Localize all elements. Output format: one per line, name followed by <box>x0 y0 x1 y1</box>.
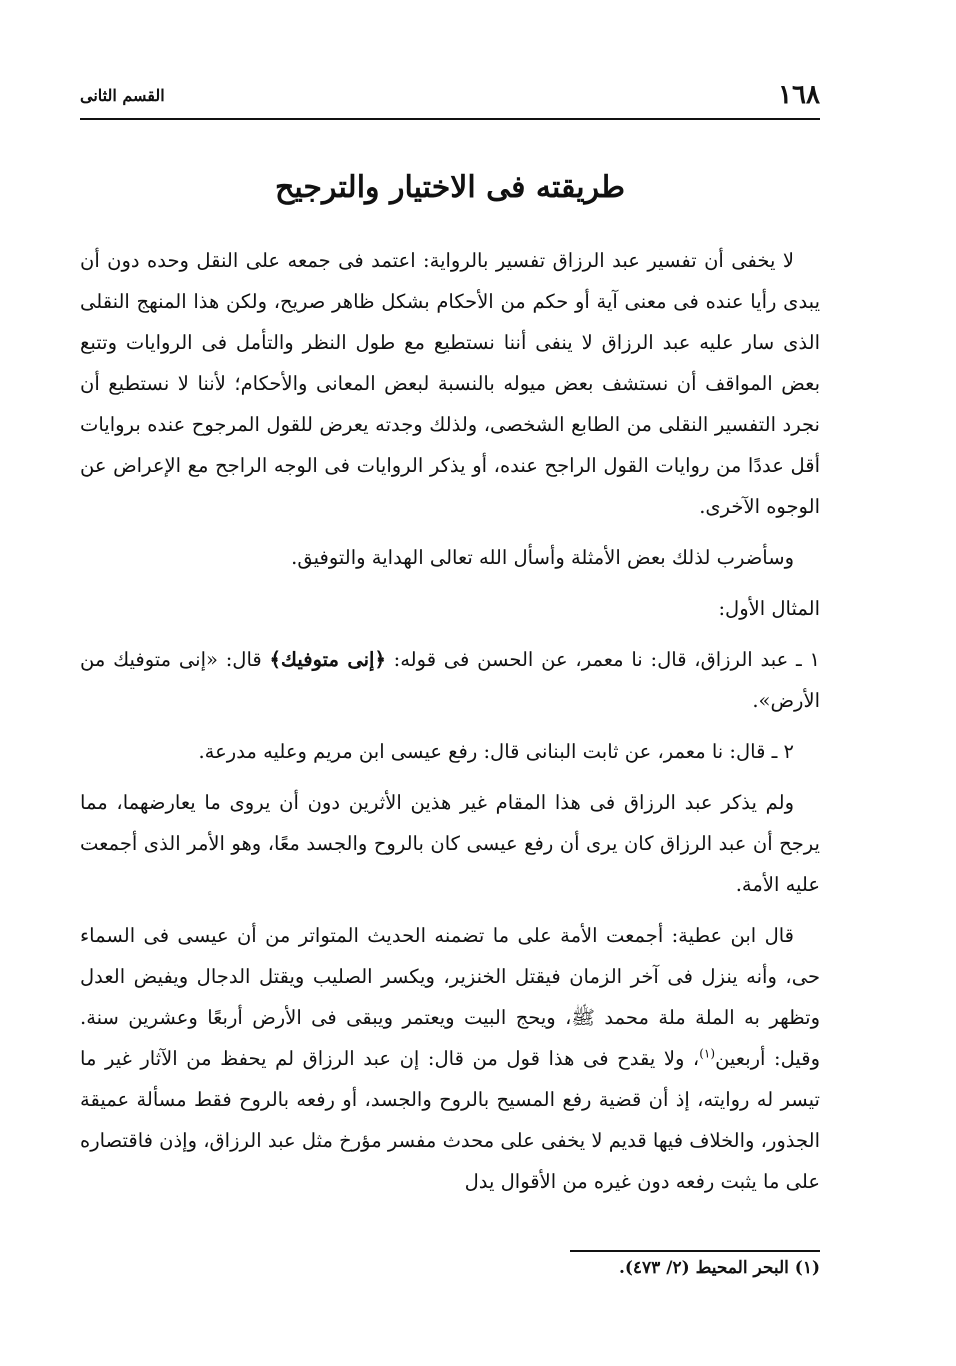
example-one-text: ١ ـ عبد الرزاق، قال: نا معمر، عن الحسن فى قوله: <box>385 648 820 671</box>
quran-quote: ﴿إنى متوفيك﴾ <box>269 648 386 671</box>
example-heading: المثال الأول: <box>718 597 820 620</box>
paragraph-ibn-atiyya <box>80 915 820 1202</box>
ibn-atiyya-text: قال ابن عطية: أجمعت الأمة على ما تضمنه الحديث المتواتر من أن عيسى فى السماء حى، وأنه ينزل فى آخر الزمان فيقتل الخنزير، ويكسر الصليب ويقتل الدجال ويفيض العدل وتظهر به الملة ملة محمد ﷺ، ويحج البيت ويعتمر ويبقى فى الأرض أربعًا وعشرين سنة. وقيل: أربعين <box>80 924 820 1070</box>
footnote: (١) البحر المحيط (٢/ ٤٧٣). <box>618 1258 820 1278</box>
footnote-divider <box>570 1250 820 1252</box>
footnote-marker: (١) <box>699 1046 716 1061</box>
ibn-atiyya-continuation: ، ولا يقدح فى هذا قول من قال: إن عبد الرزاق لم يحفظ من الآثار غير ما تيسر له روايته، إذ أن قضية رفع المسيح بالروح والجسد، أو رفعه بالروح فقط مسألة عميقة الجذور، والخلاف فيها قديم لا يخفى على محدث مفسر مؤرخ مثل عبد الرزاق، وإذن فاقتصاره على ما يثبت رفعه دون غيره من الأقوال يدل <box>80 1047 820 1193</box>
example-one <box>80 639 820 721</box>
body-text <box>80 240 820 1212</box>
paragraph-intro: لا يخفى أن تفسير عبد الرزاق تفسير بالرواية: اعتمد فى جمعه على النقل وحده دون أن يبدى رأيا عنده فى معنى آية أو حكم من الأحكام بشكل ظاهر صريح، ولكن هذا المنهج النقلى الذى سار عليه عبد الرزاق لا ينفى أننا نستطيع مع طول النظر والتأمل فى الروايات وتتبع بعض المواقف أن نستشف بعض ميوله بالنسبة لبعض المعانى والأحكام؛ لأننا لا نستطيع أن نجرد التفسير النقلى من الطابع الشخصى، ولذلك وجدته يعرض للقول المرجوح عنده بروايات أقل عددًا من روايات القول الراجح عنده، أو يذكر الروايات فى الوجه الراجح مع الإعراض عن الوجوه الآخرى. <box>80 249 820 518</box>
section-name: القسم الثانى <box>80 86 165 105</box>
paragraph-examples-intro: وسأضرب لذلك بعض الأمثلة وأسأل الله تعالى الهداية والتوفيق. <box>291 546 794 569</box>
example-one-tail: قال: «إنى متوفيك من الأرض». <box>80 648 820 712</box>
paragraph-analysis: ولم يذكر عبد الرزاق فى هذا المقام غير هذين الأثرين دون أن يروى ما يعارضهما، مما يرجح أن عبد الرزاق كان يرى أن رفع عيسى كان بالروح والجسد معًا، وهو الأمر الذى أجمعت عليه الأمة. <box>80 791 820 896</box>
running-header <box>80 78 820 120</box>
example-two: ٢ ـ قال: نا معمر، عن ثابت البنانى قال: رفع عيسى ابن مريم وعليه مدرعة. <box>198 740 794 763</box>
chapter-title: طريقته فى الاختيار والترجيح <box>274 170 626 205</box>
page-number: ١٦٨ <box>778 80 820 110</box>
